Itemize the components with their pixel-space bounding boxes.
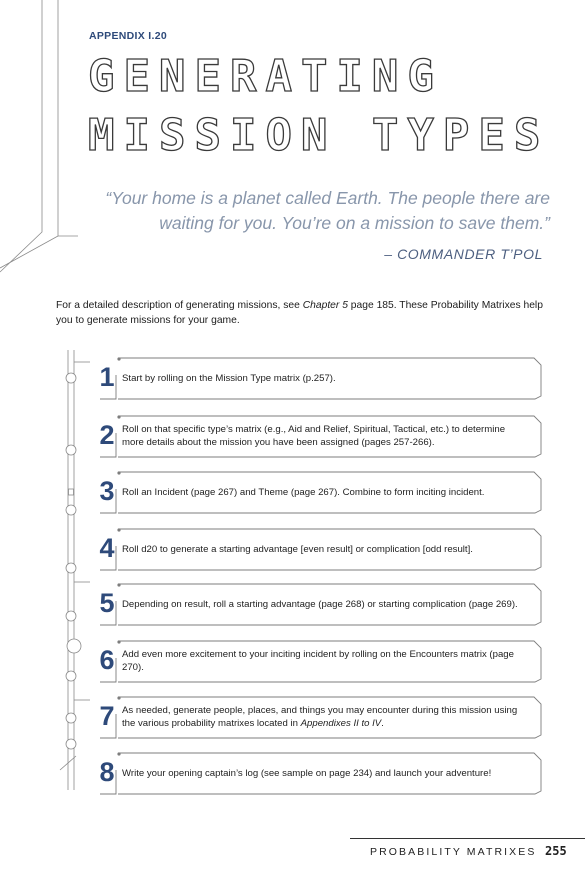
mission-step <box>96 752 544 798</box>
step-text <box>122 754 526 792</box>
step-number: 4 <box>99 533 115 563</box>
step-text-main: As needed, generate people, places, and things you may encounter during this mission using the various probability matrixes located in <box>122 705 518 729</box>
epigraph-attribution: – COMMANDER T’POL <box>384 246 543 262</box>
step-text-main: Roll d20 to generate a starting advantage [even result] or complication [odd result]. <box>122 543 473 555</box>
intro-chapter-reference: Chapter 5 <box>302 300 348 311</box>
step-text-main: Depending on result, roll a starting advantage (page 268) or starting complication (page 269). <box>122 598 518 610</box>
step-text-body <box>122 486 484 499</box>
step-text <box>122 417 526 455</box>
intro-text-end: page 185. These Probability Matrixes help you to generate missions for your game. <box>56 300 543 326</box>
step-number: 1 <box>99 362 115 392</box>
step-number: 7 <box>99 701 115 731</box>
mission-step <box>96 471 544 517</box>
page-title-line-1: GENERATING <box>88 51 443 102</box>
intro-text-start: For a detailed description of generating missions, see <box>56 300 303 311</box>
step-text <box>122 473 526 511</box>
step-text-main: Write your opening captain’s log (see sample on page 234) and launch your adventure! <box>122 767 492 779</box>
mission-step <box>96 640 544 686</box>
step-text-tail: . <box>381 718 384 729</box>
step-text-emphasis: Appendixes II to IV <box>300 718 382 729</box>
step-number: 6 <box>99 645 115 675</box>
step-text <box>122 642 526 680</box>
step-text <box>122 698 526 736</box>
mission-step <box>96 415 544 461</box>
step-number: 8 <box>99 757 115 787</box>
step-text-body <box>122 648 526 674</box>
step-text <box>122 585 526 623</box>
step-text-body <box>122 767 491 780</box>
mission-step <box>96 357 544 403</box>
step-text-main: Start by rolling on the Mission Type matrix (p.257). <box>122 372 336 384</box>
mission-step <box>96 583 544 629</box>
appendix-label: APPENDIX I.20 <box>89 30 168 42</box>
step-text-body <box>122 598 518 611</box>
step-text <box>122 359 526 397</box>
footer-divider <box>350 838 585 839</box>
mission-step <box>96 696 544 742</box>
step-text-main: Roll an Incident (page 267) and Theme (page 267). Combine to form inciting incident. <box>122 486 485 498</box>
page-title-line-2: MISSION TYPES <box>88 110 550 161</box>
step-text <box>122 530 526 568</box>
footer-section-label: PROBABILITY MATRIXES <box>370 846 537 858</box>
step-number: 2 <box>99 420 115 450</box>
epigraph-quote: “Your home is a planet called Earth. The people there are waiting for you. You’re on a mission to save them.” <box>105 188 550 233</box>
step-number: 3 <box>99 476 115 506</box>
step-number: 5 <box>99 588 115 618</box>
step-text-main: Add even more excitement to your inciting incident by rolling on the Encounters matrix (page 270). <box>122 649 514 673</box>
step-text-body <box>122 543 473 556</box>
mission-step <box>96 528 544 574</box>
step-text-body <box>122 423 526 449</box>
step-text-body <box>122 372 336 385</box>
step-text-main: Roll on that specific type’s matrix (e.g., Aid and Relief, Spiritual, Tactical, etc.) to determine more details about the mission you have been assigned (pages 257-266). <box>122 424 506 448</box>
step-text-body <box>122 704 526 730</box>
page-number: 255 <box>545 844 567 858</box>
